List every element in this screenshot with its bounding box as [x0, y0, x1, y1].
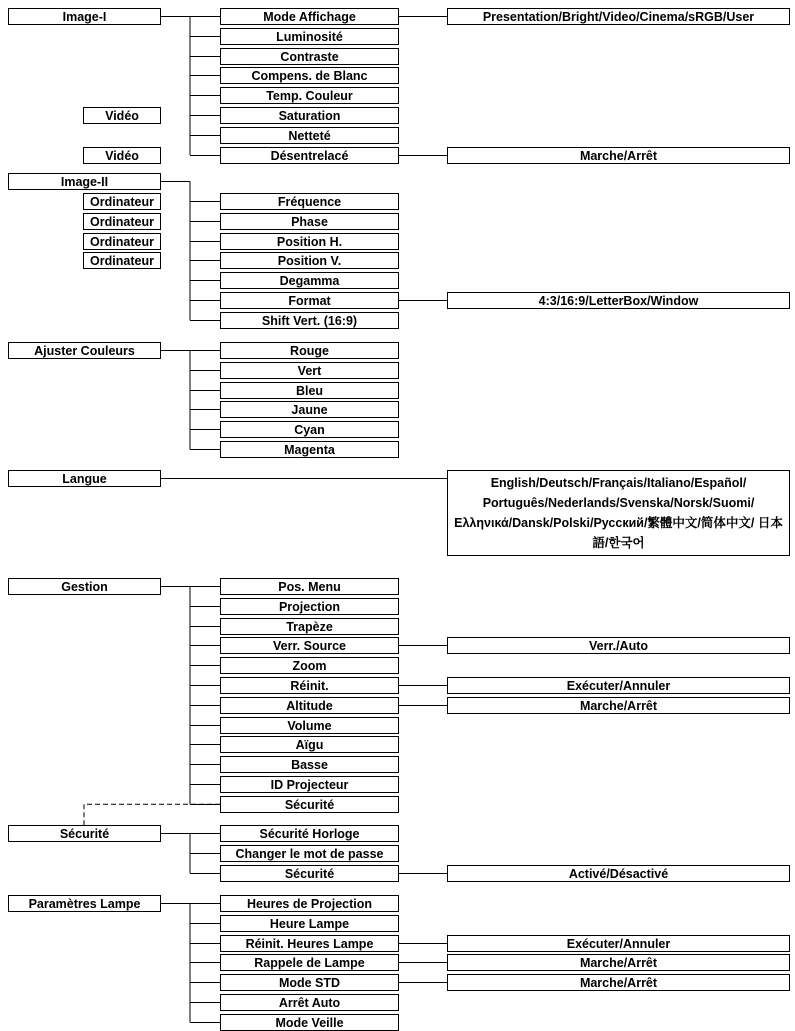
menu-item-reinit: Réinit. — [220, 677, 399, 694]
menu-item-magenta: Magenta — [220, 441, 399, 458]
menu-item-basse: Basse — [220, 756, 399, 773]
menu-item-mode-veille: Mode Veille — [220, 1014, 399, 1031]
menu-item-projection: Projection — [220, 598, 399, 615]
category-parametres-lampe: Paramètres Lampe — [8, 895, 161, 912]
menu-item-luminosite: Luminosité — [220, 28, 399, 45]
menu-item-frequence: Fréquence — [220, 193, 399, 210]
menu-item-heure-lampe: Heure Lampe — [220, 915, 399, 932]
category-langue: Langue — [8, 470, 161, 487]
menu-item-rouge: Rouge — [220, 342, 399, 359]
option-values-mode-affichage: Presentation/Bright/Video/Cinema/sRGB/User — [447, 8, 790, 25]
source-tag-ordinateur: Ordinateur — [83, 252, 161, 269]
option-values-verr-source: Verr./Auto — [447, 637, 790, 654]
option-values-language: English/Deutsch/Français/Italiano/Español/ Português/Nederlands/Svenska/Norsk/Suomi/ Ελληνικά/Dansk/Polski/Русский/繁體中文/简体中文/ 日本語/한국어 — [447, 470, 790, 556]
menu-item-rappele-de-lampe: Rappele de Lampe — [220, 954, 399, 971]
option-values-reinit: Exécuter/Annuler — [447, 677, 790, 694]
source-tag-video: Vidéo — [83, 147, 161, 164]
menu-item-position-v: Position V. — [220, 252, 399, 269]
menu-item-changer-le-mot-de-passe: Changer le mot de passe — [220, 845, 399, 862]
menu-item-arret-auto: Arrêt Auto — [220, 994, 399, 1011]
menu-item-position-h: Position H. — [220, 233, 399, 250]
category-image-ii: Image-II — [8, 173, 161, 190]
option-values-rappele-de-lampe: Marche/Arrêt — [447, 954, 790, 971]
menu-item-bleu: Bleu — [220, 382, 399, 399]
menu-item-shift-vert-16-9: Shift Vert. (16:9) — [220, 312, 399, 329]
menu-item-contraste: Contraste — [220, 48, 399, 65]
category-ajuster-couleurs: Ajuster Couleurs — [8, 342, 161, 359]
menu-item-mode-std: Mode STD — [220, 974, 399, 991]
source-tag-video: Vidéo — [83, 107, 161, 124]
menu-item-phase: Phase — [220, 213, 399, 230]
menu-item-zoom: Zoom — [220, 657, 399, 674]
option-values-securite: Activé/Désactivé — [447, 865, 790, 882]
menu-item-mode-affichage: Mode Affichage — [220, 8, 399, 25]
menu-item-securite-horloge: Sécurité Horloge — [220, 825, 399, 842]
source-tag-ordinateur: Ordinateur — [83, 213, 161, 230]
menu-item-jaune: Jaune — [220, 401, 399, 418]
menu-item-vert: Vert — [220, 362, 399, 379]
source-tag-ordinateur: Ordinateur — [83, 193, 161, 210]
menu-item-id-projecteur: ID Projecteur — [220, 776, 399, 793]
menu-item-heures-de-projection: Heures de Projection — [220, 895, 399, 912]
option-values-altitude: Marche/Arrêt — [447, 697, 790, 714]
option-values-reinit-heures-lampe: Exécuter/Annuler — [447, 935, 790, 952]
category-gestion: Gestion — [8, 578, 161, 595]
menu-item-securite: Sécurité — [220, 865, 399, 882]
menu-item-desentrelace: Désentrelacé — [220, 147, 399, 164]
menu-item-nettete: Netteté — [220, 127, 399, 144]
category-image-i: Image-I — [8, 8, 161, 25]
menu-item-altitude: Altitude — [220, 697, 399, 714]
option-values-desentrelace: Marche/Arrêt — [447, 147, 790, 164]
menu-item-compens-de-blanc: Compens. de Blanc — [220, 67, 399, 84]
menu-item-format: Format — [220, 292, 399, 309]
menu-item-verr-source: Verr. Source — [220, 637, 399, 654]
menu-item-degamma: Degamma — [220, 272, 399, 289]
menu-item-pos-menu: Pos. Menu — [220, 578, 399, 595]
menu-item-cyan: Cyan — [220, 421, 399, 438]
menu-item-saturation: Saturation — [220, 107, 399, 124]
option-values-mode-std: Marche/Arrêt — [447, 974, 790, 991]
menu-item-volume: Volume — [220, 717, 399, 734]
menu-item-securite: Sécurité — [220, 796, 399, 813]
menu-item-temp-couleur: Temp. Couleur — [220, 87, 399, 104]
source-tag-ordinateur: Ordinateur — [83, 233, 161, 250]
menu-item-reinit-heures-lampe: Réinit. Heures Lampe — [220, 935, 399, 952]
menu-item-aigu: Aïgu — [220, 736, 399, 753]
category-securite: Sécurité — [8, 825, 161, 842]
option-values-format: 4:3/16:9/LetterBox/Window — [447, 292, 790, 309]
menu-item-trapeze: Trapèze — [220, 618, 399, 635]
